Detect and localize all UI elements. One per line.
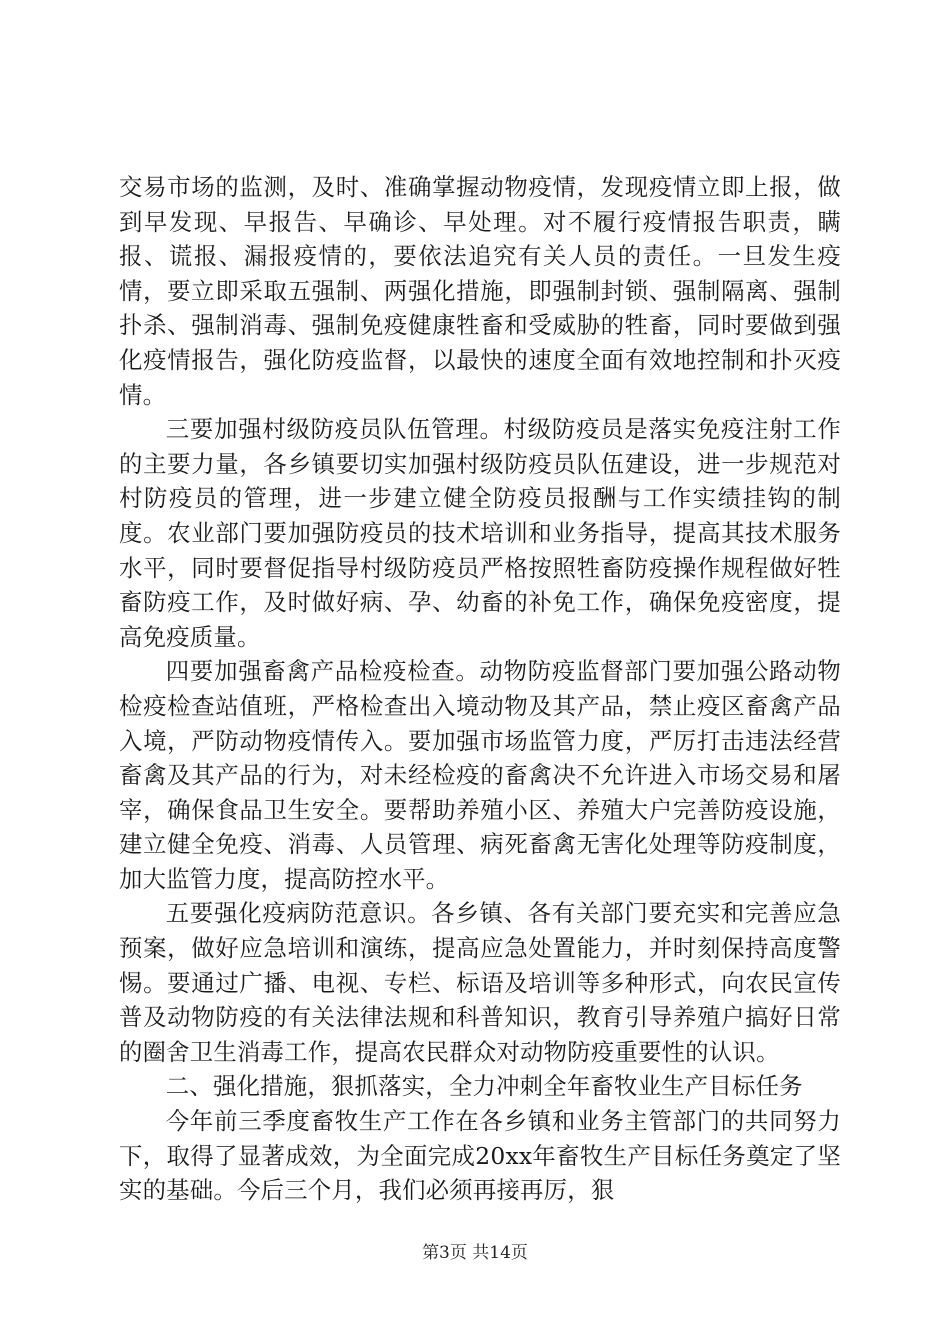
document-body: [119, 170, 841, 1208]
paragraph-annual-targets: 今年前三季度畜牧生产工作在各乡镇和业务主管部门的共同努力下，取得了显著成效，为全面完成20xx年畜牧生产目标任务奠定了坚实的基础。今后三个月，我们必须再接再厉，狠: [119, 1107, 841, 1205]
page-number-footer: 第3页 共14页: [422, 1243, 528, 1263]
paragraph-prevention-awareness: 五要强化疫病防范意识。各乡镇、各有关部门要充实和完善应急预案，做好应急培训和演练，提高应急处置能力，并时刻保持高度警惕。要通过广播、电视、专栏、标语及培训等多种形式，向农民宣传普及动物防疫的有关法律法规和科普知识，教育引导养殖户搞好日常的圈舍卫生消毒工作，提高农民群众对动物防疫重要性的认识。: [119, 899, 841, 1066]
paragraph-continued: 交易市场的监测，及时、准确掌握动物疫情，发现疫情立即上报，做到早发现、早报告、早确诊、早处理。对不履行疫情报告职责，瞒报、谎报、漏报疫情的，要依法追究有关人员的责任。一旦发生疫情，要立即采取五强制、两强化措施，即强制封锁、强制隔离、强制扑杀、强制消毒、强制免疫健康牲畜和受威胁的牲畜，同时要做到强化疫情报告，强化防疫监督，以最快的速度全面有效地控制和扑灭疫情。: [119, 173, 841, 409]
paragraph-village-vet-team: 三要加强村级防疫员队伍管理。村级防疫员是落实免疫注射工作的主要力量，各乡镇要切实加强村级防疫员队伍建设，进一步规范对村防疫员的管理，进一步建立健全防疫员报酬与工作实绩挂钩的制度。农业部门要加强防疫员的技术培训和业务指导，提高其技术服务水平，同时要督促指导村级防疫员严格按照牲畜防疫操作规程做好牲畜防疫工作，及时做好病、孕、幼畜的补免工作，确保免疫密度，提高免疫质量。: [119, 415, 841, 651]
paragraph-quarantine-inspection: 四要加强畜禽产品检疫检查。动物防疫监督部门要加强公路动物检疫检查站值班，严格检查出入境动物及其产品，禁止疫区畜禽产品入境，严防动物疫情传入。要加强市场监管力度，严厉打击违法经营畜禽及其产品的行为，对未经检疫的畜禽决不允许进入市场交易和屠宰，确保食品卫生安全。要帮助养殖小区、养殖大户完善防疫设施，建立健全免疫、消毒、人员管理、病死畜禽无害化处理等防疫制度，加大监管力度，提高防控水平。: [119, 657, 841, 893]
section-heading-two: 二、强化措施，狠抓落实，全力冲刺全年畜牧业生产目标任务: [165, 1072, 803, 1101]
